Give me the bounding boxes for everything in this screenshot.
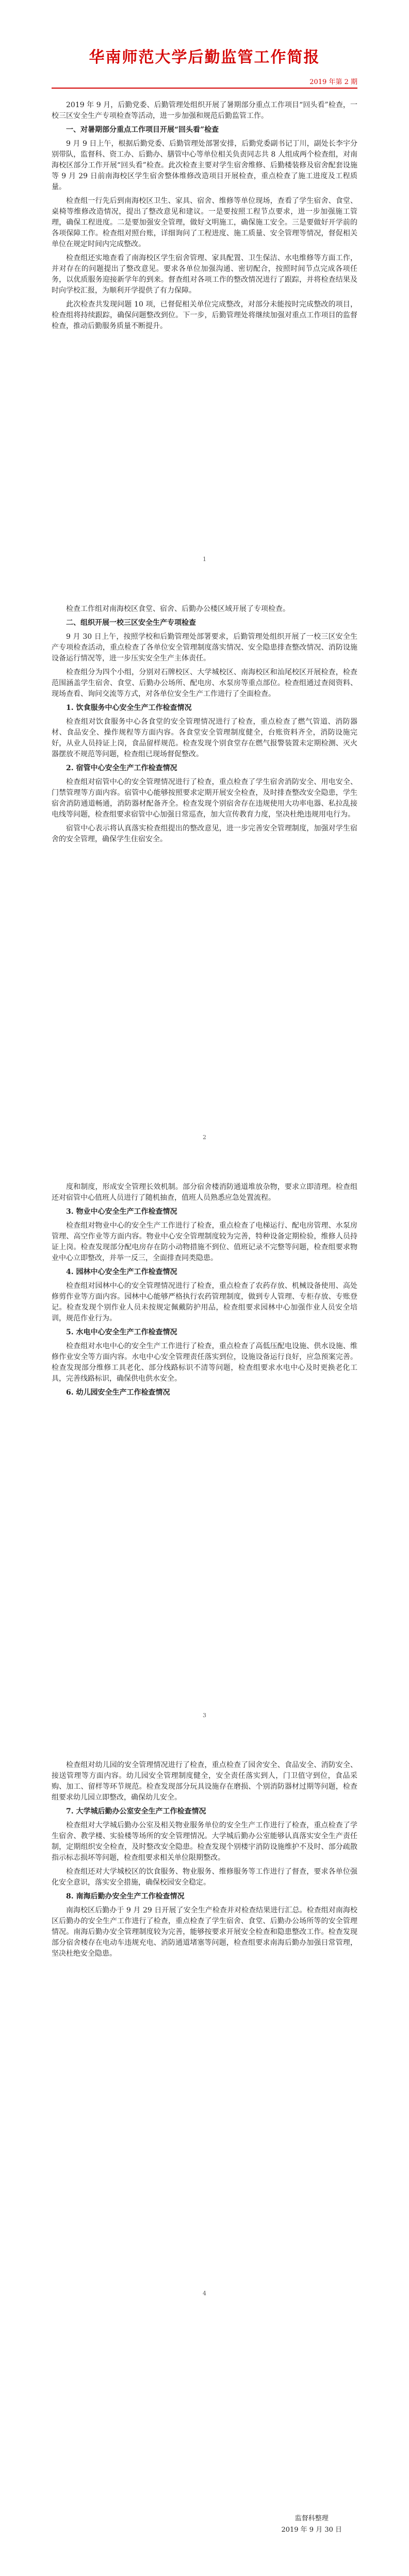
body-paragraph: 检查组还对大学城校区的饮食服务、物业服务、维修服务等工作进行了督查，要求各单位强化安全意识，落实安全措施，确保校园安全稳定。 xyxy=(52,1868,357,1887)
subsection-heading: 7. 大学城后勤办公室安全生产工作检查情况 xyxy=(66,1807,206,1816)
page-content xyxy=(52,100,357,335)
signature-org: 监督科整理 xyxy=(295,2515,329,2522)
body-paragraph: 检查工作组对南海校区食堂、宿舍、后勤办公楼区域开展了专项检查。 xyxy=(66,605,290,613)
subsection-heading: 8. 南海后勤办安全生产工作检查情况 xyxy=(66,1892,185,1901)
section-heading: 二、组织开展一校三区安全生产专项检查 xyxy=(66,619,196,627)
body-paragraph: 检查组对大学城后勤办公室及相关物业服务单位的安全生产工作进行了检查，重点检查了学生宿舍、教学楼、实验楼等场所的安全管理情况。大学城后勤办公室能够认真落实安全生产责任制，定期组织安全检查，及时整改安全隐患。检查发现个别楼宇消防设施维护不及时、部分疏散指示标志损坏等问题，检查组要求相关单位限期整改。 xyxy=(52,1821,357,1862)
page-4 xyxy=(0,1734,409,2312)
body-paragraph: 检查组对物业中心的安全生产工作进行了检查，重点检查了电梯运行、配电房管理、水泵房管理、高空作业等方面内容。物业中心安全管理制度较为完善，特种设备定期检验，维修人员持证上岗。检查发现部分配电房存在防小动物措施不到位、值班记录不完整等问题，检查组要求物业中心立即整改，并举一反三，全面排查同类隐患。 xyxy=(52,1222,357,1262)
body-paragraph: 检查组对饮食服务中心各食堂的安全管理情况进行了检查，重点检查了燃气管道、消防器材、食品安全、操作规程等方面内容。各食堂安全管理制度健全，台账资料齐全，消防设施完好，从业人员持证上岗，食品留样规范。检查发现个别食堂存在燃气报警装置未定期检测、灭火器摆放不规范等问题，检查组已现场督促整改。 xyxy=(52,718,357,758)
body-paragraph: 9 月 30 日上午，按照学校和后勤管理处部署要求，后勤管理处组织开展了一校三区安全生产专项检查活动，重点检查了各单位安全管理制度落实情况、安全隐患排查整改情况、消防设施设备运行情况等，进一步压实安全生产主体责任。 xyxy=(52,633,357,663)
body-paragraph: 9 月 9 日上午，根据后勤党委、后勤管理处部署安排，后勤党委副书记丁川，副处长李宇分别带队，监督科、资工办、后勤办、膳管中心等单位相关负责同志共 8 人组成两个检查组，对南海校区部分工作开展“回头看”检查。此次检查主要对学生宿舍维修、后勤楼装修及宿舍配套设施等 9 月 29 日前南海校区学生宿舍整体维修改造项目开展检查，重点检查了施工进度及工程质量。 xyxy=(52,140,357,191)
body-paragraph: 度和制度，形成安全管理长效机制。部分宿舍楼消防通道堆放杂物，要求立即清理。检查组还对宿管中心值班人员进行了随机抽查，值班人员熟悉应急处置流程。 xyxy=(52,1183,357,1202)
page-number: 4 xyxy=(203,2290,206,2297)
subsection-heading: 2. 宿管中心安全生产工作检查情况 xyxy=(66,764,177,772)
page-number: 2 xyxy=(203,1134,206,1141)
body-paragraph: 宿管中心表示将认真落实检查组提出的整改意见，进一步完善安全管理制度，加强对学生宿舍的安全管理，确保学生住宿安全。 xyxy=(52,824,357,843)
body-paragraph: 检查组对园林中心的安全管理情况进行了检查，重点检查了农药存放、机械设备使用、高处修剪作业等方面内容。园林中心能够严格执行农药管理制度，做到专人管理、专柜存放、专账登记。检查发现个别作业人员未按规定佩戴防护用品，检查组要求园林中心加强作业人员安全培训，规范作业行为。 xyxy=(52,1282,357,1323)
signature-block xyxy=(281,2513,342,2536)
page-content xyxy=(52,1760,357,1962)
page-5 xyxy=(0,2312,409,2576)
signature-date: 2019 年 9 月 30 日 xyxy=(281,2526,342,2534)
body-paragraph: 检查组对水电中心的安全生产工作进行了检查，重点检查了高低压配电设施、供水设施、维修作业安全等方面内容。水电中心安全管理责任落实到位，设施设备运行良好，应急预案完善。检查发现部分维修工具老化、部分线路标识不清等问题，检查组要求水电中心及时更换老化工具，完善线路标识，确保供电供水安全。 xyxy=(52,1342,357,1383)
body-paragraph: 检查组还实地查看了南海校区学生宿舍管理、家具配置、卫生保洁、水电维修等方面工作，并对存在的问题提出了整改意见。要求各单位加强沟通、密切配合，按照时间节点完成各项任务，以优质服务迎接新学年的到来。督查组对各项工作的整改情况进行了跟踪，并将检查结果及时向学校汇报，为顺利开学提供了有力保障。 xyxy=(52,254,357,295)
body-paragraph: 检查组一行先后到南海校区卫生、家具、宿舍、维修等单位现场，查看了学生宿舍、食堂、桌椅等维修改造情况，提出了整改意见和建议。一是要按照工程节点要求，进一步加强施工管理，确保工程进度。二是要加强安全管理，做好文明施工，确保施工安全。三是要做好开学前的各项保障工作。检查组对照台账，详细询问了工程进度、施工质量、安全管理等情况，督促相关单位在规定时间内完成整改。 xyxy=(52,197,357,248)
bulletin-title: 华南师范大学后勤监管工作简报 xyxy=(89,48,320,66)
page-number: 1 xyxy=(203,556,206,563)
body-paragraph: 此次检查共发现问题 10 项，已督促相关单位完成整改，对部分未能按时完成整改的项目，检查组将持续跟踪，确保问题整改到位。下一步，后勤管理处将继续加强对重点工作项目的监督检查，推动后勤服务质量不断提升。 xyxy=(52,300,357,330)
page-number: 3 xyxy=(203,1712,206,1719)
subsection-heading: 3. 物业中心安全生产工作检查情况 xyxy=(66,1208,177,1216)
body-paragraph: 检查组分为四个小组，分别对石牌校区、大学城校区、南海校区和汕尾校区开展检查，检查范围涵盖学生宿舍、食堂、后勤办公场所、配电房、水泵房等重点部位。检查组通过查阅资料、现场查看、询问交流等方式，对各单位安全生产工作进行了全面检查。 xyxy=(52,668,357,698)
header-red-rule xyxy=(52,88,357,89)
page-content xyxy=(52,604,357,848)
body-paragraph: 南海校区后勤办于 9 月 29 日开展了安全生产检查并对检查结果进行汇总。检查组对南海校区后勤办的安全生产工作进行了检查，重点检查了学生宿舍、食堂、后勤办公场所等的安全管理情况。南海后勤办安全管理制度较为完善，能够按要求开展安全检查和隐患整改工作。检查发现部分宿舍楼存在电动车违规充电、消防通道堵塞等问题，检查组要求南海后勤办加强日常管理，坚决杜绝安全隐患。 xyxy=(52,1906,357,1958)
page-2 xyxy=(0,578,409,1156)
subsection-heading: 1. 饮食服务中心安全生产工作检查情况 xyxy=(66,704,192,712)
section-heading: 一、对暑期部分重点工作项目开展“回头看”检查 xyxy=(66,126,219,134)
subsection-heading: 6. 幼儿园安全生产工作检查情况 xyxy=(66,1388,170,1397)
body-paragraph: 2019 年 9 月，后勤党委、后勤管理处组织开展了暑期部分重点工作项目“回头看”检查，一校三区安全生产专项检查等活动，进一步加强和规范后勤监管工作。 xyxy=(52,101,357,120)
page-1 xyxy=(0,0,409,578)
page-3 xyxy=(0,1156,409,1734)
issue-number: 2019 年第 2 期 xyxy=(309,78,357,86)
subsection-heading: 4. 园林中心安全生产工作检查情况 xyxy=(66,1268,177,1276)
body-paragraph: 检查组对幼儿园的安全管理情况进行了检查，重点检查了园舍安全、食品安全、消防安全、接送管理等方面内容。幼儿园安全管理制度健全，安全责任落实到人，门卫值守到位，食品采购、加工、留样等环节规范。检查发现部分玩具设施存在磨损、个别消防器材过期等问题，检查组要求幼儿园立即整改，确保幼儿安全。 xyxy=(52,1761,357,1802)
subsection-heading: 5. 水电中心安全生产工作检查情况 xyxy=(66,1328,177,1336)
page-content xyxy=(52,1182,357,1401)
body-paragraph: 检查组对宿管中心的安全管理情况进行了检查，重点检查了学生宿舍消防安全、用电安全、门禁管理等方面内容。宿管中心能够按照要求定期开展安全检查，及时排查整改安全隐患，学生宿舍消防通道畅通，消防器材配备齐全。检查发现个别宿舍存在违规使用大功率电器、私拉乱接电线等问题，检查组要求宿管中心加强日常巡查，加大宣传教育力度，坚决杜绝违规用电行为。 xyxy=(52,778,357,819)
